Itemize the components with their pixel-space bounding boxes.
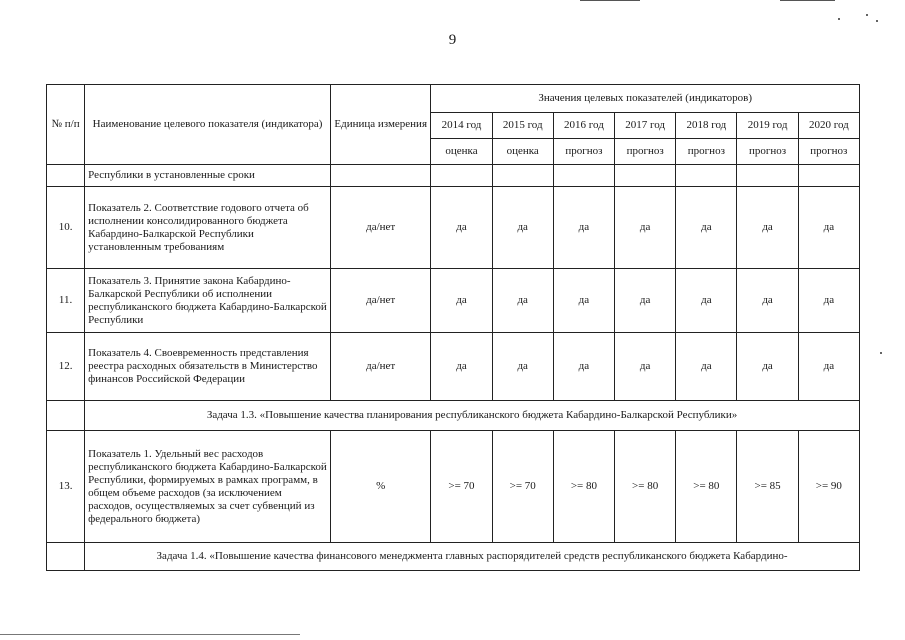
row-value: >= 90 — [798, 431, 859, 543]
task-1-3-title: Задача 1.3. «Повышение качества планирования республиканского бюджета Кабардино-Балкарской Республики» — [85, 401, 860, 431]
scan-speck — [876, 20, 878, 22]
row-value: >= 80 — [676, 431, 737, 543]
row-num: 11. — [47, 269, 85, 333]
row-value: да — [676, 333, 737, 401]
row-num: 10. — [47, 187, 85, 269]
row-value: да — [431, 333, 492, 401]
row-value: >= 85 — [737, 431, 798, 543]
row-value: да — [615, 269, 676, 333]
row-value: >= 80 — [615, 431, 676, 543]
row-value: >= 70 — [492, 431, 553, 543]
scan-artifact-line — [780, 0, 835, 1]
header-year: 2015 год — [492, 113, 553, 139]
header-status: прогноз — [553, 139, 614, 165]
row-value: да — [737, 187, 798, 269]
row-value: да — [615, 187, 676, 269]
header-num: № п/п — [47, 85, 85, 165]
row-value: да — [676, 269, 737, 333]
row-value: да — [676, 187, 737, 269]
row-name: Показатель 4. Своевременность представления реестра расходных обязательств в Министерство финансов Российской Федерации — [85, 333, 331, 401]
header-unit: Единица измерения — [331, 85, 431, 165]
page-number: 9 — [448, 32, 457, 48]
header-status: оценка — [431, 139, 492, 165]
row-unit: % — [331, 431, 431, 543]
header-year: 2016 год — [553, 113, 614, 139]
header-status: прогноз — [676, 139, 737, 165]
table-row — [47, 187, 860, 269]
header-year: 2020 год — [798, 113, 859, 139]
header-values-group: Значения целевых показателей (индикаторов) — [431, 85, 860, 113]
row-num: 13. — [47, 431, 85, 543]
row-value: да — [798, 269, 859, 333]
scan-artifact-line — [580, 0, 640, 1]
header-year: 2019 год — [737, 113, 798, 139]
row-value: да — [492, 333, 553, 401]
scan-speck — [880, 352, 882, 354]
row-value: да — [492, 187, 553, 269]
row-value: да — [431, 269, 492, 333]
row-value: да — [615, 333, 676, 401]
table-row — [47, 165, 860, 187]
row-unit: да/нет — [331, 269, 431, 333]
header-status: оценка — [492, 139, 553, 165]
row-value: да — [737, 333, 798, 401]
row-value: >= 80 — [553, 431, 614, 543]
row-value: >= 70 — [431, 431, 492, 543]
indicators-table — [46, 84, 860, 571]
table-row — [47, 269, 860, 333]
task-row — [47, 401, 860, 431]
row-value: да — [492, 269, 553, 333]
row-value: да — [737, 269, 798, 333]
row-value: да — [798, 333, 859, 401]
header-name: Наименование целевого показателя (индикатора) — [85, 85, 331, 165]
header-status: прогноз — [615, 139, 676, 165]
row-name: Показатель 3. Принятие закона Кабардино-Балкарской Республики об исполнении республиканского бюджета Кабардино-Балкарской Республики — [85, 269, 331, 333]
header-year: 2018 год — [676, 113, 737, 139]
header-year: 2017 год — [615, 113, 676, 139]
row-value: да — [431, 187, 492, 269]
header-year: 2014 год — [431, 113, 492, 139]
header-status: прогноз — [737, 139, 798, 165]
row-value: да — [553, 187, 614, 269]
row-name: Показатель 1. Удельный вес расходов республиканского бюджета Кабардино-Балкарской Республики, формируемых в рамках программ, в общем объеме расходов (за исключением расходов, осуществляемых за счет субвенций из федерального бюджета) — [85, 431, 331, 543]
row-unit: да/нет — [331, 333, 431, 401]
row-unit: да/нет — [331, 187, 431, 269]
header-status: прогноз — [798, 139, 859, 165]
scan-artifact-line — [0, 634, 300, 635]
table-row — [47, 333, 860, 401]
row-name: Показатель 2. Соответствие годового отчета об исполнении консолидированного бюджета Кабардино-Балкарской Республики установленным требованиям — [85, 187, 331, 269]
row-value: да — [553, 269, 614, 333]
scan-speck — [866, 14, 868, 16]
scan-speck — [838, 18, 840, 20]
row-value: да — [798, 187, 859, 269]
continuation-text: Республики в установленные сроки — [85, 165, 331, 187]
task-1-4-title: Задача 1.4. «Повышение качества финансового менеджмента главных распорядителей средств республиканского бюджета Кабардино- — [85, 543, 860, 571]
task-row — [47, 543, 860, 571]
row-value: да — [553, 333, 614, 401]
table-row — [47, 431, 860, 543]
row-num: 12. — [47, 333, 85, 401]
